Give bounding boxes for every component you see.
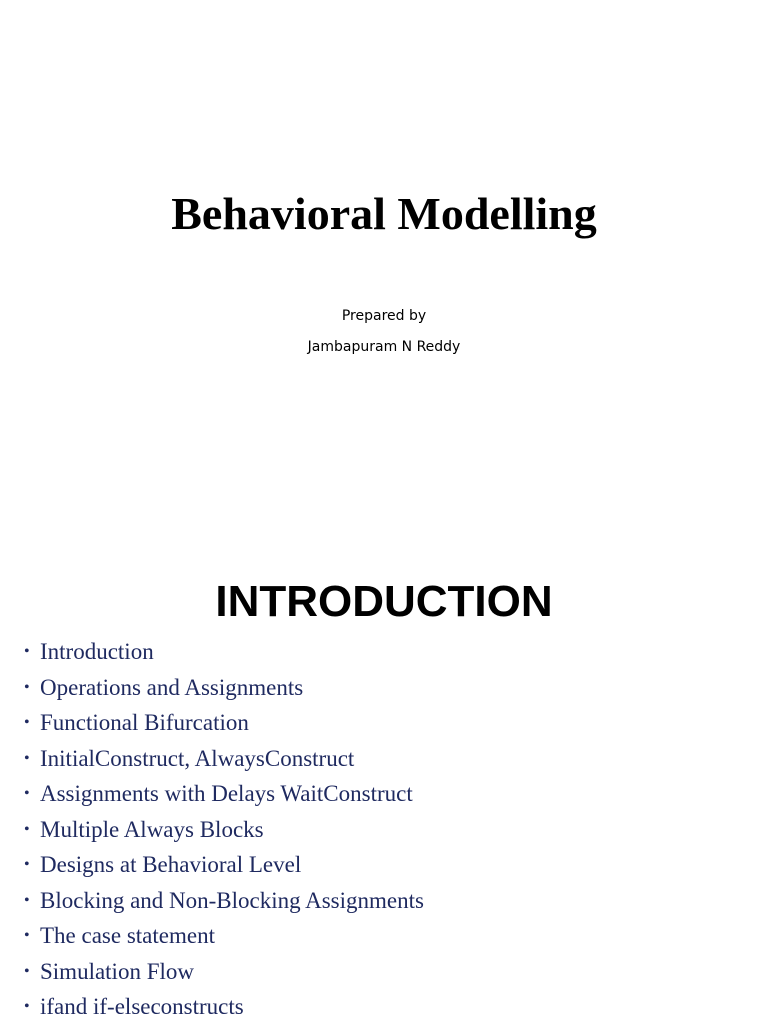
bullet-icon: • xyxy=(24,856,30,873)
bullet-icon: • xyxy=(24,678,30,696)
bullet-icon: • xyxy=(24,820,30,838)
bullet-item xyxy=(24,918,424,954)
bullet-text: The case statement xyxy=(40,923,215,948)
bullet-icon: • xyxy=(24,643,30,660)
bullet-text: Multiple Always Blocks xyxy=(40,816,264,842)
bullet-icon: • xyxy=(24,785,30,802)
bullet-text: Simulation Flow xyxy=(40,958,194,984)
bullet-icon: • xyxy=(24,962,30,980)
bullet-icon: • xyxy=(24,927,30,944)
bullet-item xyxy=(24,705,424,741)
bullet-text: ifand if-elseconstructs xyxy=(40,994,244,1019)
prepared-by-label: Prepared by xyxy=(341,308,427,324)
bullet-icon: • xyxy=(24,714,30,731)
bullet-text: Operations and Assignments xyxy=(40,674,304,700)
slide-title: Behavioral Modelling xyxy=(171,188,597,239)
bullet-text: Introduction xyxy=(40,639,154,664)
bullet-item xyxy=(24,776,424,812)
bullet-item xyxy=(24,741,424,777)
bullet-icon: • xyxy=(24,891,30,909)
bullet-item xyxy=(24,812,424,848)
bullet-item xyxy=(24,634,424,670)
bullet-text: Functional Bifurcation xyxy=(40,710,249,735)
introduction-slide xyxy=(0,544,768,1024)
bullet-item xyxy=(24,847,424,883)
bullet-text: Designs at Behavioral Level xyxy=(40,852,302,877)
bullet-item xyxy=(24,883,424,919)
bullet-list xyxy=(24,634,424,1025)
bullet-item xyxy=(24,954,424,990)
slide-heading: INTRODUCTION xyxy=(215,577,553,626)
bullet-icon: • xyxy=(24,998,30,1015)
bullet-text: Assignments with Delays WaitConstruct xyxy=(40,781,413,806)
author-name: Jambapuram N Reddy xyxy=(307,339,461,355)
bullet-text: Blocking and Non-Blocking Assignments xyxy=(40,887,424,913)
bullet-item xyxy=(24,670,424,706)
bullet-item xyxy=(24,989,424,1025)
bullet-text: InitialConstruct, AlwaysConstruct xyxy=(40,745,355,771)
bullet-icon: • xyxy=(24,749,30,767)
